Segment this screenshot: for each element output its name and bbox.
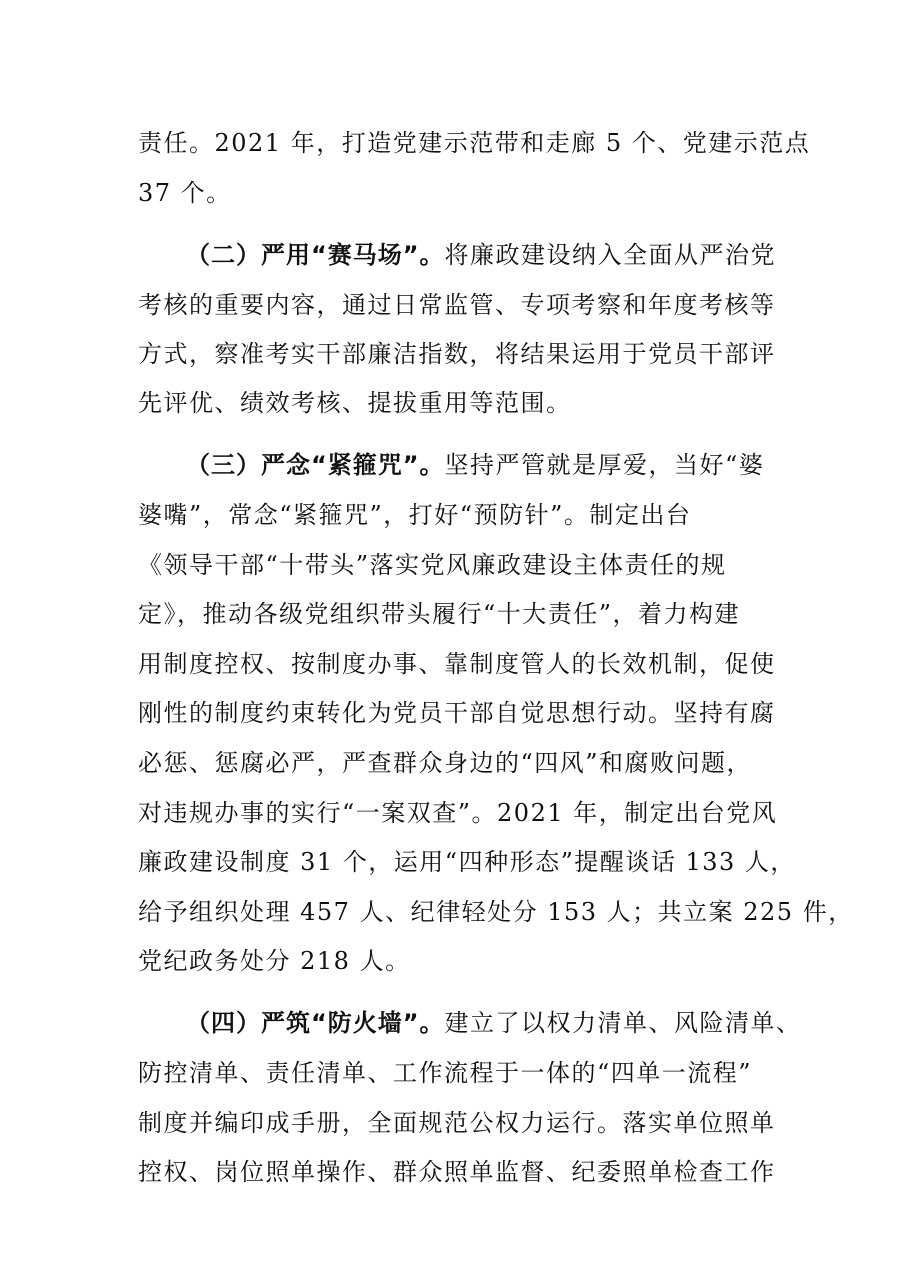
paragraph-line: 37 个。 <box>138 179 232 207</box>
paragraph-line: 刚性的制度约束转化为党员干部自觉思想行动。坚持有腐 <box>138 699 776 727</box>
paragraph-line: 考核的重要内容，通过日常监管、专项考察和年度考核等 <box>138 291 776 319</box>
paragraph-line: 方式，察准考实干部廉洁指数，将结果运用于党员干部评 <box>138 340 776 368</box>
paragraph-line: 控权、岗位照单操作、群众照单监督、纪委照单检查工作 <box>138 1158 776 1186</box>
paragraph-line: 婆嘴”，常念“紧箍咒”，打好“预防针”。制定出台 <box>138 501 692 529</box>
section-heading: （三）严念“紧箍咒”。 <box>186 451 445 479</box>
paragraph-line: 必惩、惩腐必严，严查群众身边的“四风”和腐败问题， <box>138 749 753 777</box>
paragraph-line: 防控清单、责任清单、工作流程于一体的“四单一流程” <box>138 1059 753 1087</box>
section-heading: （二）严用“赛马场”。 <box>186 241 445 269</box>
paragraph-line: 用制度控权、按制度办事、靠制度管人的长效机制，促使 <box>138 650 776 678</box>
paragraph-line: 制度并编印成手册，全面规范公权力运行。落实单位照单 <box>138 1109 776 1137</box>
paragraph-line: 定》，推动各级党组织带头履行“十大责任”，着力构建 <box>138 600 741 628</box>
paragraph-line: 责任。2021 年，打造党建示范带和走廊 5 个、党建示范点 <box>138 129 811 157</box>
section-heading-line: （四）严筑“防火墙”。建立了以权力清单、风险清单、 <box>186 1009 802 1037</box>
section-heading: （四）严筑“防火墙”。 <box>186 1009 445 1037</box>
paragraph-line: 廉政建设制度 31 个，运用“四种形态”提醒谈话 133 人， <box>138 848 796 876</box>
paragraph-line: 党纪政务处分 218 人。 <box>138 947 411 975</box>
paragraph-line: 对违规办事的实行“一案双查”。2021 年，制定出台党风 <box>138 799 778 827</box>
section-heading-line: （二）严用“赛马场”。将廉政建设纳入全面从严治党 <box>186 241 777 269</box>
paragraph-line: 给予组织处理 457 人、纪律轻处分 153 人；共立案 225 件， <box>138 898 854 926</box>
paragraph-line: 《领导干部“十带头”落实党风廉政建设主体责任的规 <box>138 551 727 579</box>
section-heading-line: （三）严念“紧箍咒”。坚持严管就是厚爱，当好“婆 <box>186 451 765 479</box>
paragraph-line: 先评优、绩效考核、提拔重用等范围。 <box>138 389 572 417</box>
